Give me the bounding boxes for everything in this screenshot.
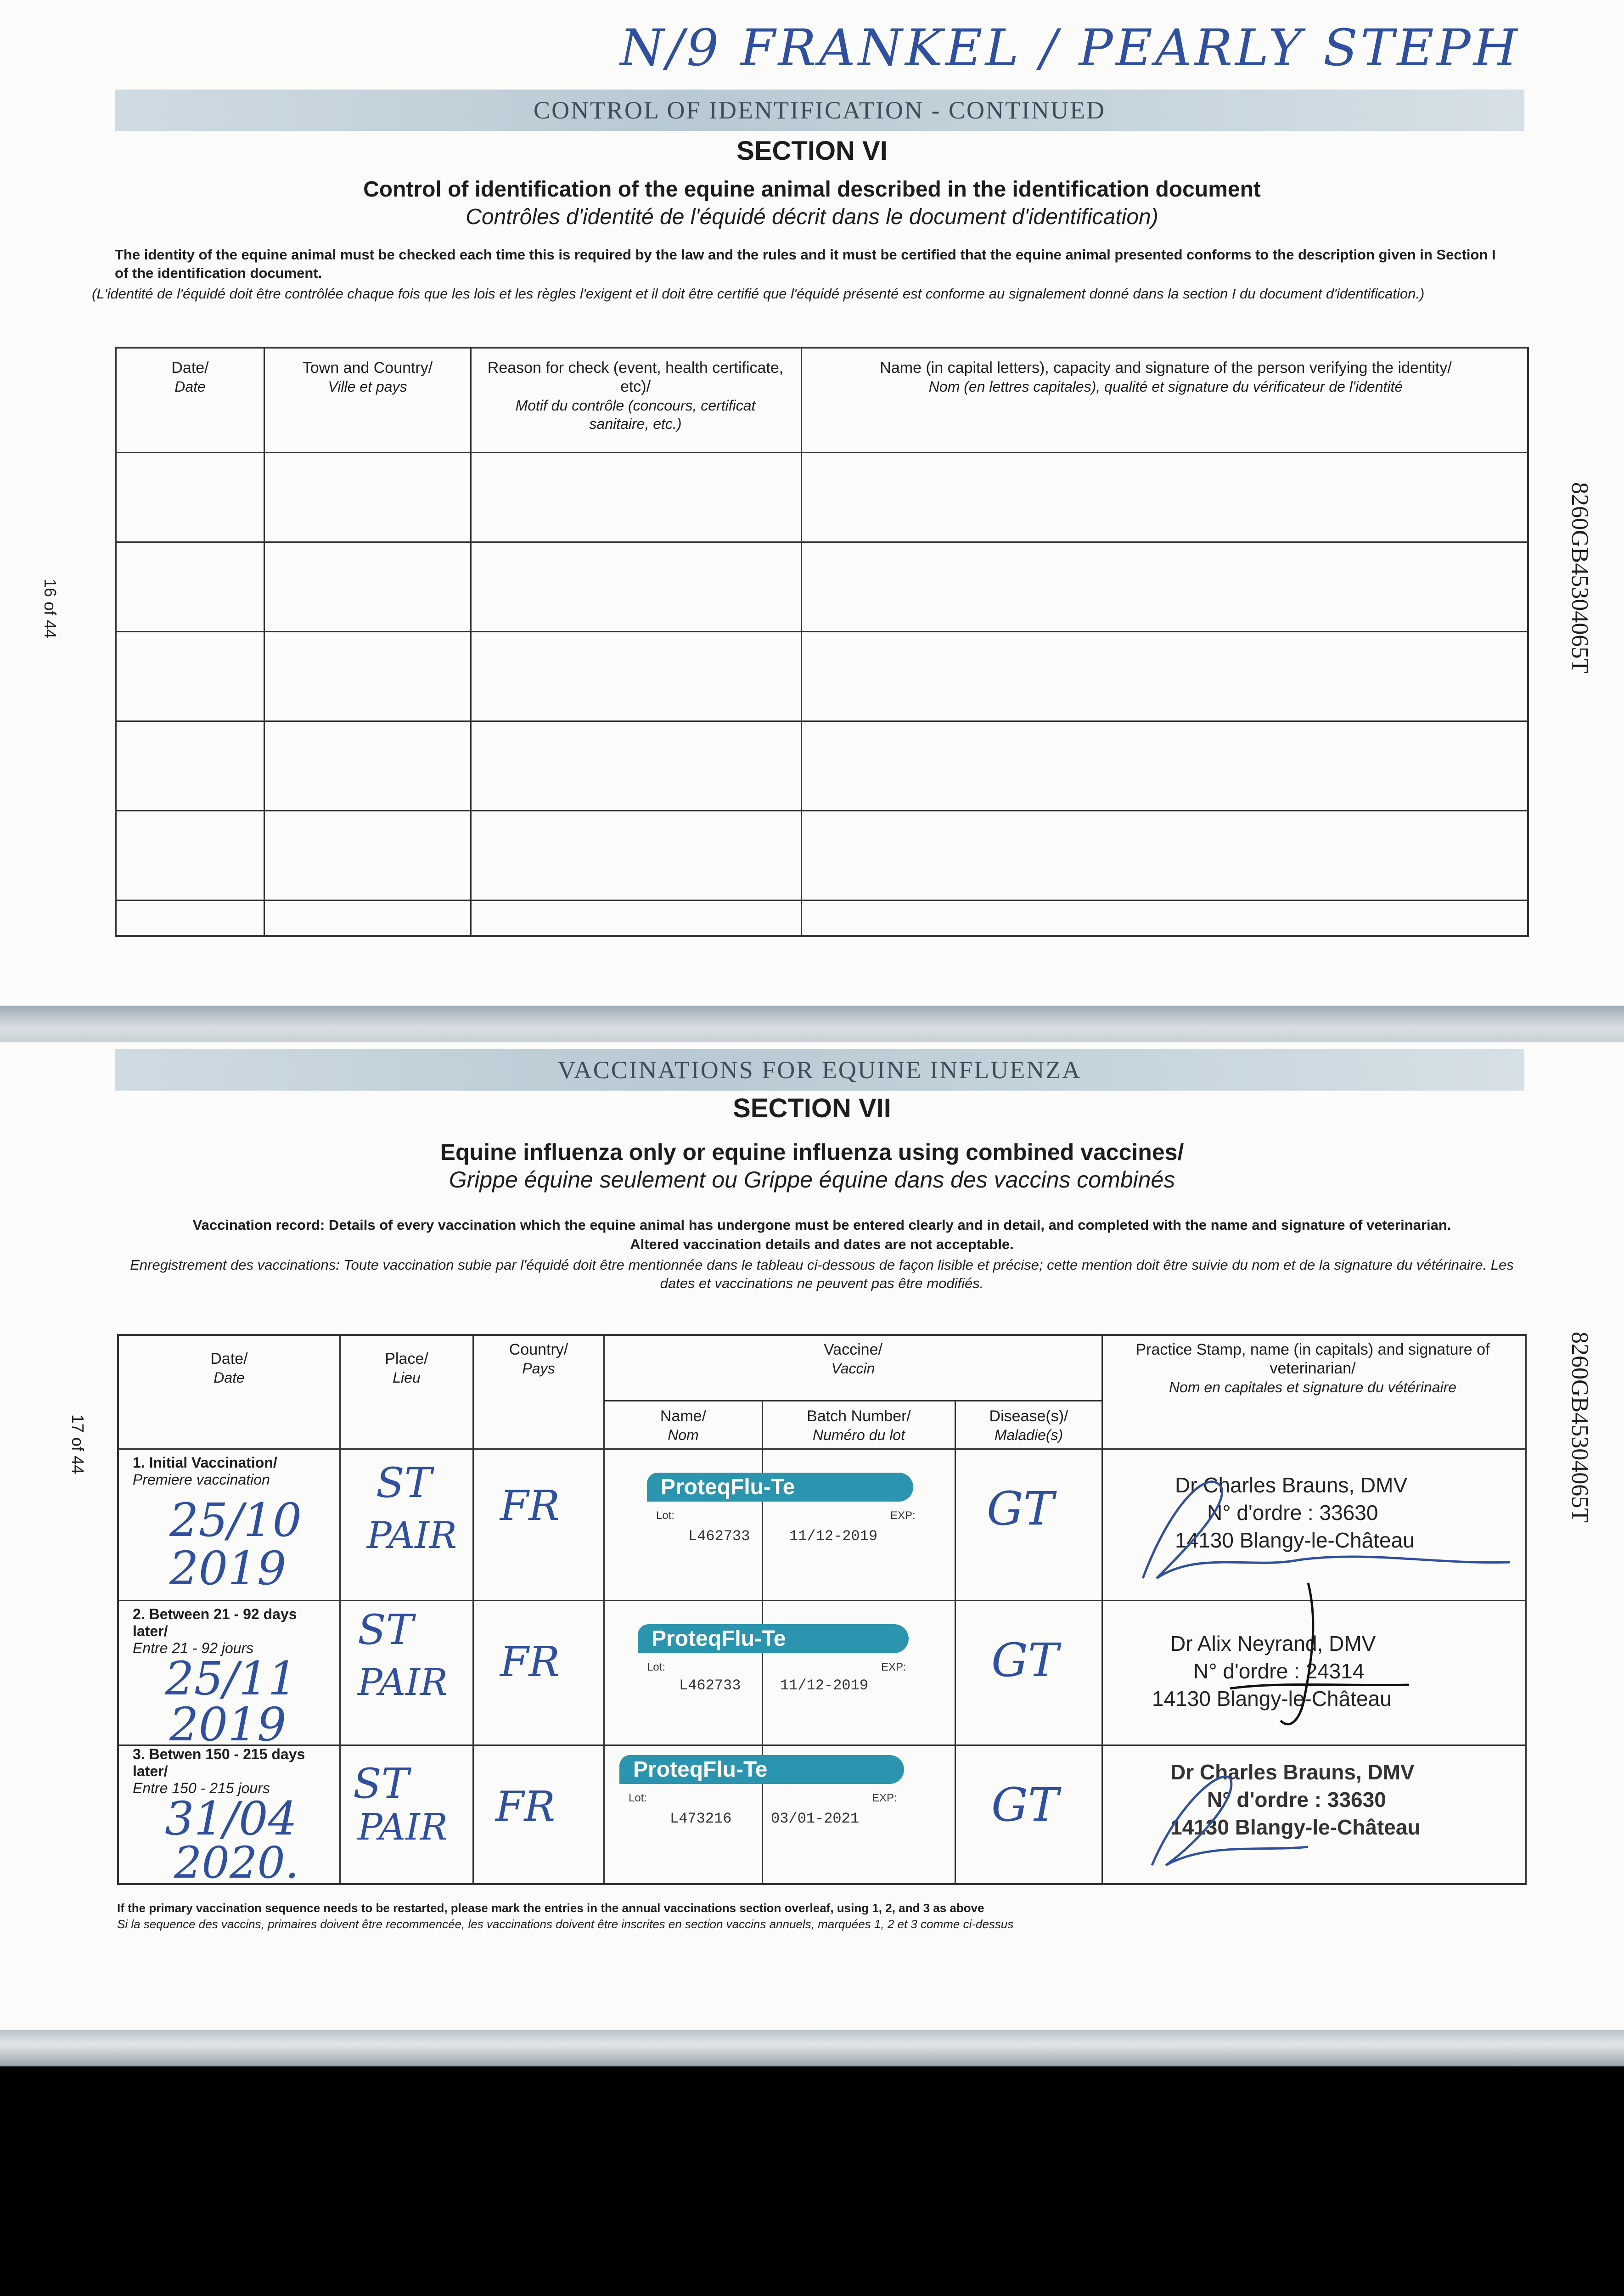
vet-stamp-line-1: Dr Charles Brauns, DMV [1170,1760,1415,1784]
vcol-name: Name/ Nom [660,1407,707,1443]
row-country: FR [500,1482,560,1530]
vcol-disease: Disease(s)/ Maladie(s) [989,1407,1068,1443]
sticker-exp-label: EXP: [890,1509,916,1522]
vcol-batch: Batch Number/ Numéro du lot [807,1407,911,1443]
lower-side-code: 8260GB45304065T [1567,1332,1593,1523]
page-divider [0,1006,1624,1042]
col-verifier: Name (in capital letters), capacity and signature of the person verifying the identity/ Nom (en lettres capitales), qualité et signature du vérificateur de l'identité [880,359,1452,395]
upper-intro-fr: (L'identité de l'équidé doit être contrôlée chaque fois que les lois et les règles l'exigent et il doit être certifié que l'équidé présenté est conforme au signalement donné dans la section I du document d'identification.) [92,286,1425,302]
upper-title-en: Control of identification of the equine animal described in the identification document [363,177,1261,202]
vet-stamp-line-3: 14130 Blangy-le-Château [1170,1815,1421,1839]
sticker-exp: 03/01-2021 [771,1810,860,1827]
vaccination-table [117,1334,1527,1888]
row-label: 3. Betwen 150 - 215 days later/ Entre 150 - 215 jours [133,1746,305,1796]
row-label: 2. Between 21 - 92 days later/ Entre 21 - 92 jours [133,1606,297,1656]
record-fr: Enregistrement des vaccinations: Toute vaccination subie par l'équidé doit être mentionnée dans le tableau ci-dessous de façon lisible et précise; cette mention doit être suivie du nom et de la signature du vétérinaire. Les dates et vaccinations ne peuvent pas être modifiés. [130,1257,1514,1292]
upper-banner: CONTROL OF IDENTIFICATION - CONTINUED [115,90,1524,131]
row-place-1: ST [376,1459,432,1507]
identity-check-table [115,347,1529,937]
vet-stamp-line-2: N° d'ordre : 24314 [1193,1659,1365,1683]
row-date-year: 2019 [169,1698,287,1751]
header-handwriting: N/9 FRANKEL / PEARLY STEPH [620,18,1520,77]
row-label: 1. Initial Vaccination/ Premiere vaccination [133,1454,277,1488]
sticker-lot: L462733 [688,1528,750,1545]
vaccine-sticker-label: ProteqFlu-Te [619,1755,904,1784]
upper-title-fr: Contrôles d'identité de l'équidé décrit dans le document d'identification) [466,205,1158,229]
record-en-2: Altered vaccination details and dates are not acceptable. [630,1236,1014,1252]
col-reason: Reason for check (event, health certificate, etc)/ Motif du contrôle (concours, certificat sanitaire, etc.) [487,359,784,433]
sticker-lot-label: Lot: [629,1792,647,1804]
row-place-1: ST [358,1606,414,1654]
sticker-lot: L462733 [679,1677,741,1694]
row-place-1: ST [353,1760,409,1808]
row-disease: GT [987,1482,1054,1536]
sticker-lot: L473216 [670,1810,732,1827]
vaccine-sticker-label: ProteqFlu-Te [638,1624,909,1653]
row-place-2: PAIR [358,1806,448,1848]
vet-stamp-line-2: N° d'ordre : 33630 [1207,1788,1386,1812]
vet-stamp-line-1: Dr Alix Neyrand, DMV [1170,1632,1376,1655]
upper-section-title: SECTION VI [736,136,888,166]
vet-stamp-line-3: 14130 Blangy-le-Château [1175,1528,1415,1552]
vet-signature [1115,1564,1519,1739]
sticker-exp-label: EXP: [872,1792,897,1804]
row-country: FR [500,1638,560,1686]
lower-page-number: 17 of 44 [68,1414,87,1474]
footer-fr: Si la sequence des vaccins, primaires doivent être recommencée, les vaccinations doivent être inscrites en section vaccins annuels, marquées 1, 2 et 3 comme ci-dessus [117,1917,1014,1931]
row-date-day: 25/10 [169,1493,302,1547]
sticker-exp-label: EXP: [881,1661,906,1673]
row-date-day: 31/04 [165,1792,298,1846]
sticker-lot-label: Lot: [656,1509,675,1522]
row-date-year: 2020. [174,1838,299,1888]
footer-en: If the primary vaccination sequence needs to be restarted, please mark the entries in the annual vaccinations section overleaf, using 1, 2, and 3 as above [117,1901,984,1915]
vaccination-row [119,1601,1525,1751]
record-en: Vaccination record: Details of every vaccination which the equine animal has undergone must be entered clearly and in detail, and completed with the name and signature of veterinarian. [192,1217,1451,1233]
vet-stamp-line-3: 14130 Blangy-le-Château [1152,1687,1392,1711]
upper-side-code: 8260GB45304065T [1567,482,1593,673]
col-town: Town and Country/ Ville et pays [302,359,433,395]
lower-banner: VACCINATIONS FOR EQUINE INFLUENZA [115,1049,1524,1091]
scan-black-area [0,2066,1624,2296]
lower-section-title: SECTION VII [733,1093,891,1123]
binding-edge [0,2030,1624,2066]
row-date-year: 2019 [169,1542,287,1595]
vaccination-row [119,1746,1525,1888]
vcol-vaccine: Vaccine/ Vaccin [824,1341,882,1377]
row-place-2: PAIR [358,1661,448,1704]
row-country: FR [495,1783,556,1831]
sticker-lot-label: Lot: [647,1661,666,1673]
vet-signature [1115,1746,1519,1884]
lower-title-en: Equine influenza only or equine influenza using combined vaccines/ [440,1139,1184,1165]
lower-title-fr: Grippe équine seulement ou Grippe équine dans des vaccins combinés [449,1167,1175,1193]
vet-stamp-line-1: Dr Charles Brauns, DMV [1175,1473,1408,1497]
vcol-place: Place/ Lieu [385,1350,428,1386]
vcol-stamp: Practice Stamp, name (in capitals) and signature of veterinarian/ Nom en capitales et signature du vétérinaire [1135,1341,1490,1396]
row-place-2: PAIR [367,1514,457,1557]
vcol-date: Date/ Date [210,1350,248,1386]
row-disease: GT [991,1633,1059,1687]
row-date-day: 25/11 [165,1652,298,1705]
upper-page-number: 16 of 44 [41,579,60,639]
vcol-country: Country/ Pays [509,1341,568,1377]
vet-stamp-line-2: N° d'ordre : 33630 [1207,1501,1378,1525]
vaccine-sticker-label: ProteqFlu-Te [647,1473,913,1502]
row-disease: GT [991,1778,1059,1832]
sticker-exp: 11/12-2019 [789,1528,878,1545]
col-date: Date/ Date [171,359,209,395]
upper-intro-en: The identity of the equine animal must be checked each time this is required by the law and the rules and it must be certified that the equine animal presented conforms to the description given in Section I of the identification document. [115,247,1496,281]
sticker-exp: 11/12-2019 [780,1677,869,1694]
